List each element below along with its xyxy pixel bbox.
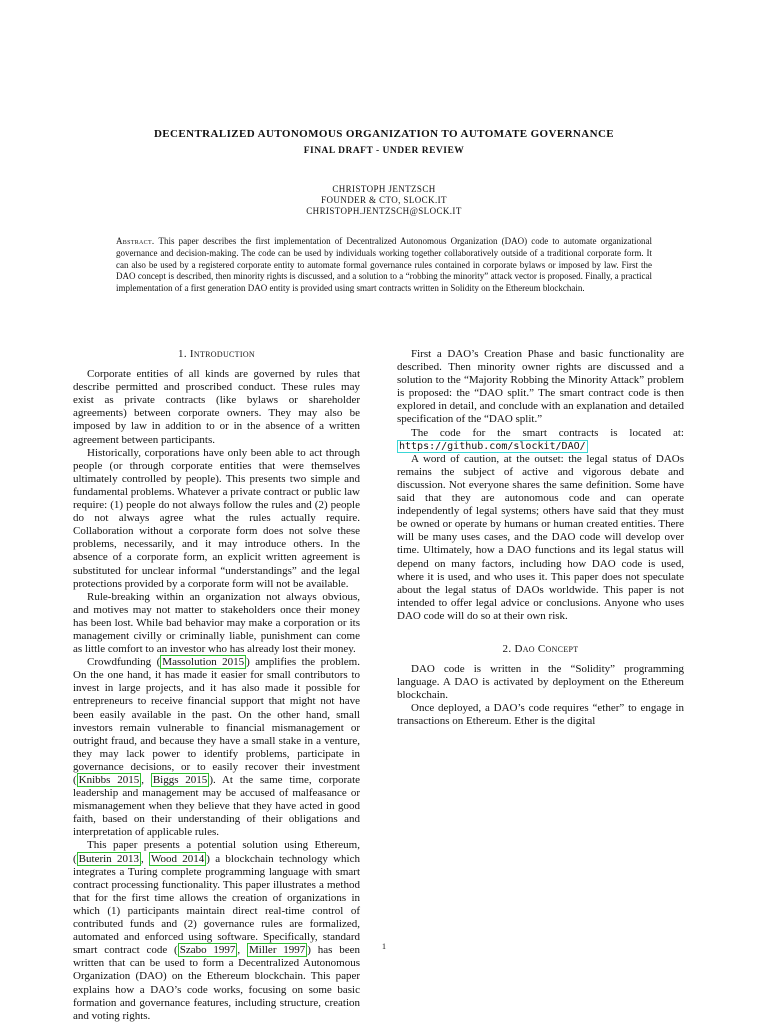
paragraph: Once deployed, a DAO’s code requires “ether” to engage in transactions on Ethereum. Ether is the digital <box>397 702 684 728</box>
author-name: CHRISTOPH JENTZSCH <box>332 184 436 194</box>
citation-link-wood[interactable]: Wood 2014 <box>151 852 205 865</box>
text-run: , <box>140 852 149 865</box>
paragraph: DAO code is written in the “Solidity” programming language. A DAO is activated by deployment on the Ethereum blockchain. <box>397 663 684 702</box>
paragraph: A word of caution, at the outset: the legal status of DAOs remains the subject of active and vigorous debate and discussion. Not everyone shares the same definition. Some have said that they are autonomous code and can operate independently of legal systems; others have said that they must be owned or operate by humans or human created entities. There will be many uses cases, and the DAO code will develop over time. Ultimately, how a DAO functions and its legal status will depend on many factors, including how DAO code is used, where it is used, and who uses it. This paper does not speculate about the legal status of DAOs worldwide. This paper is not intended to offer legal advice or conclusions. Anyone who uses DAO code will do so at their own risk. <box>397 452 684 622</box>
text-run: The code for the smart contracts is located at: <box>411 426 684 439</box>
citation-link-biggs[interactable]: Biggs 2015 <box>152 774 208 786</box>
text-run: , <box>141 774 151 786</box>
citation-link-miller[interactable]: Miller 1997 <box>248 944 306 957</box>
paper-subtitle: FINAL DRAFT - UNDER REVIEW <box>303 146 465 156</box>
section-heading-introduction: 1. Introduction <box>178 348 255 360</box>
abstract-label: Abstract. <box>116 236 155 246</box>
author-block <box>0 184 768 217</box>
author-email: CHRISTOPH.JENTZSCH@SLOCK.IT <box>306 206 462 216</box>
paragraph: Rule-breaking within an organization not always obvious, and motives may not matter to stakeholders once their money has been lost. While bad behavior may make a corporation or its management civilly or criminally liable, punishment can come as little comfort to an investor who has already lost their money. <box>73 590 360 656</box>
paragraph: First a DAO’s Creation Phase and basic functionality are described. Then minority owner rights are discussed and a solution to the “Majority Robbing the Minority Attack” problem is proposed: the “DAO split.” The smart contract code is then explored in detail, and conclude with an explanation and detailed specification of the “DAO split.” <box>397 348 684 426</box>
text-run: This paper presents a potential solution using Ethereum, ( <box>73 839 360 865</box>
page-number: 1 <box>382 942 386 951</box>
text-run: ) amplifies the problem. On the one hand, it has made it easier for small contributors to invest in large projects, and it has also made it possible for entrepreneurs to receive financial support that might not have been easily available in the past. On the other hand, small investors remain vulnerable to financial mismanagement or outright fraud, and because they have a small stake in a venture, they may lack power to identify problems, participate in governance decisions, or to easily recover their investment ( <box>73 656 360 786</box>
paragraph: Historically, corporations have only been able to act through people (or through corporate entities that were themselves ultimately controlled by people). This presents two simple and fundamental problems. Whatever a private contract or public law require: (1) people do not always follow the rules and (2) people do not always agree what the rules actually require. Collaboration without a corporate form does not solve these problems, necessarily, and it may introduce others. In the absence of a corporate form, an explicit written agreement is substituted for unclear informal “understandings” and the legal protections provided by a corporate form will not be available. <box>73 446 360 590</box>
text-run: , <box>237 944 247 957</box>
author-role: FOUNDER & CTO, SLOCK.IT <box>321 195 447 205</box>
section-heading-dao-concept: 2. Dao Concept <box>502 642 579 655</box>
paper-title: DECENTRALIZED AUTONOMOUS ORGANIZATION TO AUTOMATE GOVERNANCE <box>153 128 615 140</box>
citation-link-buterin[interactable]: Buterin 2013 <box>78 852 139 865</box>
text-run: ). At the same time, corporate leadership and management may be accused of malfeasance or mismanagement when they believe that they have acted in good faith, based on their understanding of their obligations and interpretation of applicable rules. <box>73 774 361 839</box>
paragraph: Corporate entities of all kinds are governed by rules that describe permitted and proscribed conduct. These rules may exist as private contracts (like bylaws or shareholder agreements) between corporate owners. They may also be imposed by law in addition to or in the absence of a written agreement between participants. <box>73 368 360 446</box>
repo-url-link[interactable]: https://github.com/slockit/DAO/ <box>399 440 586 452</box>
paragraph <box>397 427 684 453</box>
text-run: Crowdfunding ( <box>87 656 161 669</box>
left-column <box>73 348 360 1023</box>
citation-link-massolution[interactable]: Massolution 2015 <box>162 656 245 669</box>
paragraph-continued-start <box>73 839 360 1022</box>
citation-link-knibbs[interactable]: Knibbs 2015 <box>78 774 140 786</box>
paragraph <box>73 656 360 839</box>
text-run: ) has been written that can be used to form a Decentralized Autonomous Organization (DAO) on the Ethereum blockchain. This paper explains how a DAO’s code works, focusing on some basic formation and governance features, including structure, creation and voting rights. <box>73 944 361 1022</box>
abstract <box>116 236 652 295</box>
right-column <box>397 348 684 729</box>
abstract-text: This paper describes the first implementation of Decentralized Autonomous Organization (DAO) code to automate organizational governance and decision-making. The code can be used by individuals working together collaboratively outside of a traditional corporate form. It can also be used by a registered corporate entity to automate formal governance rules contained in corporate bylaws or imposed by law. First the DAO concept is described, then minority rights is discussed, and a solution to a “robbing the minority” attack vector is proposed. Finally, a practical implementation of a first generation DAO entity is provided using smart contracts written in Solidity on the Ethereum blockchain. <box>116 236 652 294</box>
text-run: ) a blockchain technology which integrates a Turing complete programming language with smart contract processing functionality. This paper illustrates a method that for the first time allows the creation of organizations in which (1) participants maintain direct real-time control of contributed funds and (2) governance rules are formalized, automated and enforced using software. Specifically, standard smart contract code ( <box>73 852 360 957</box>
citation-link-szabo[interactable]: Szabo 1997 <box>179 944 236 957</box>
